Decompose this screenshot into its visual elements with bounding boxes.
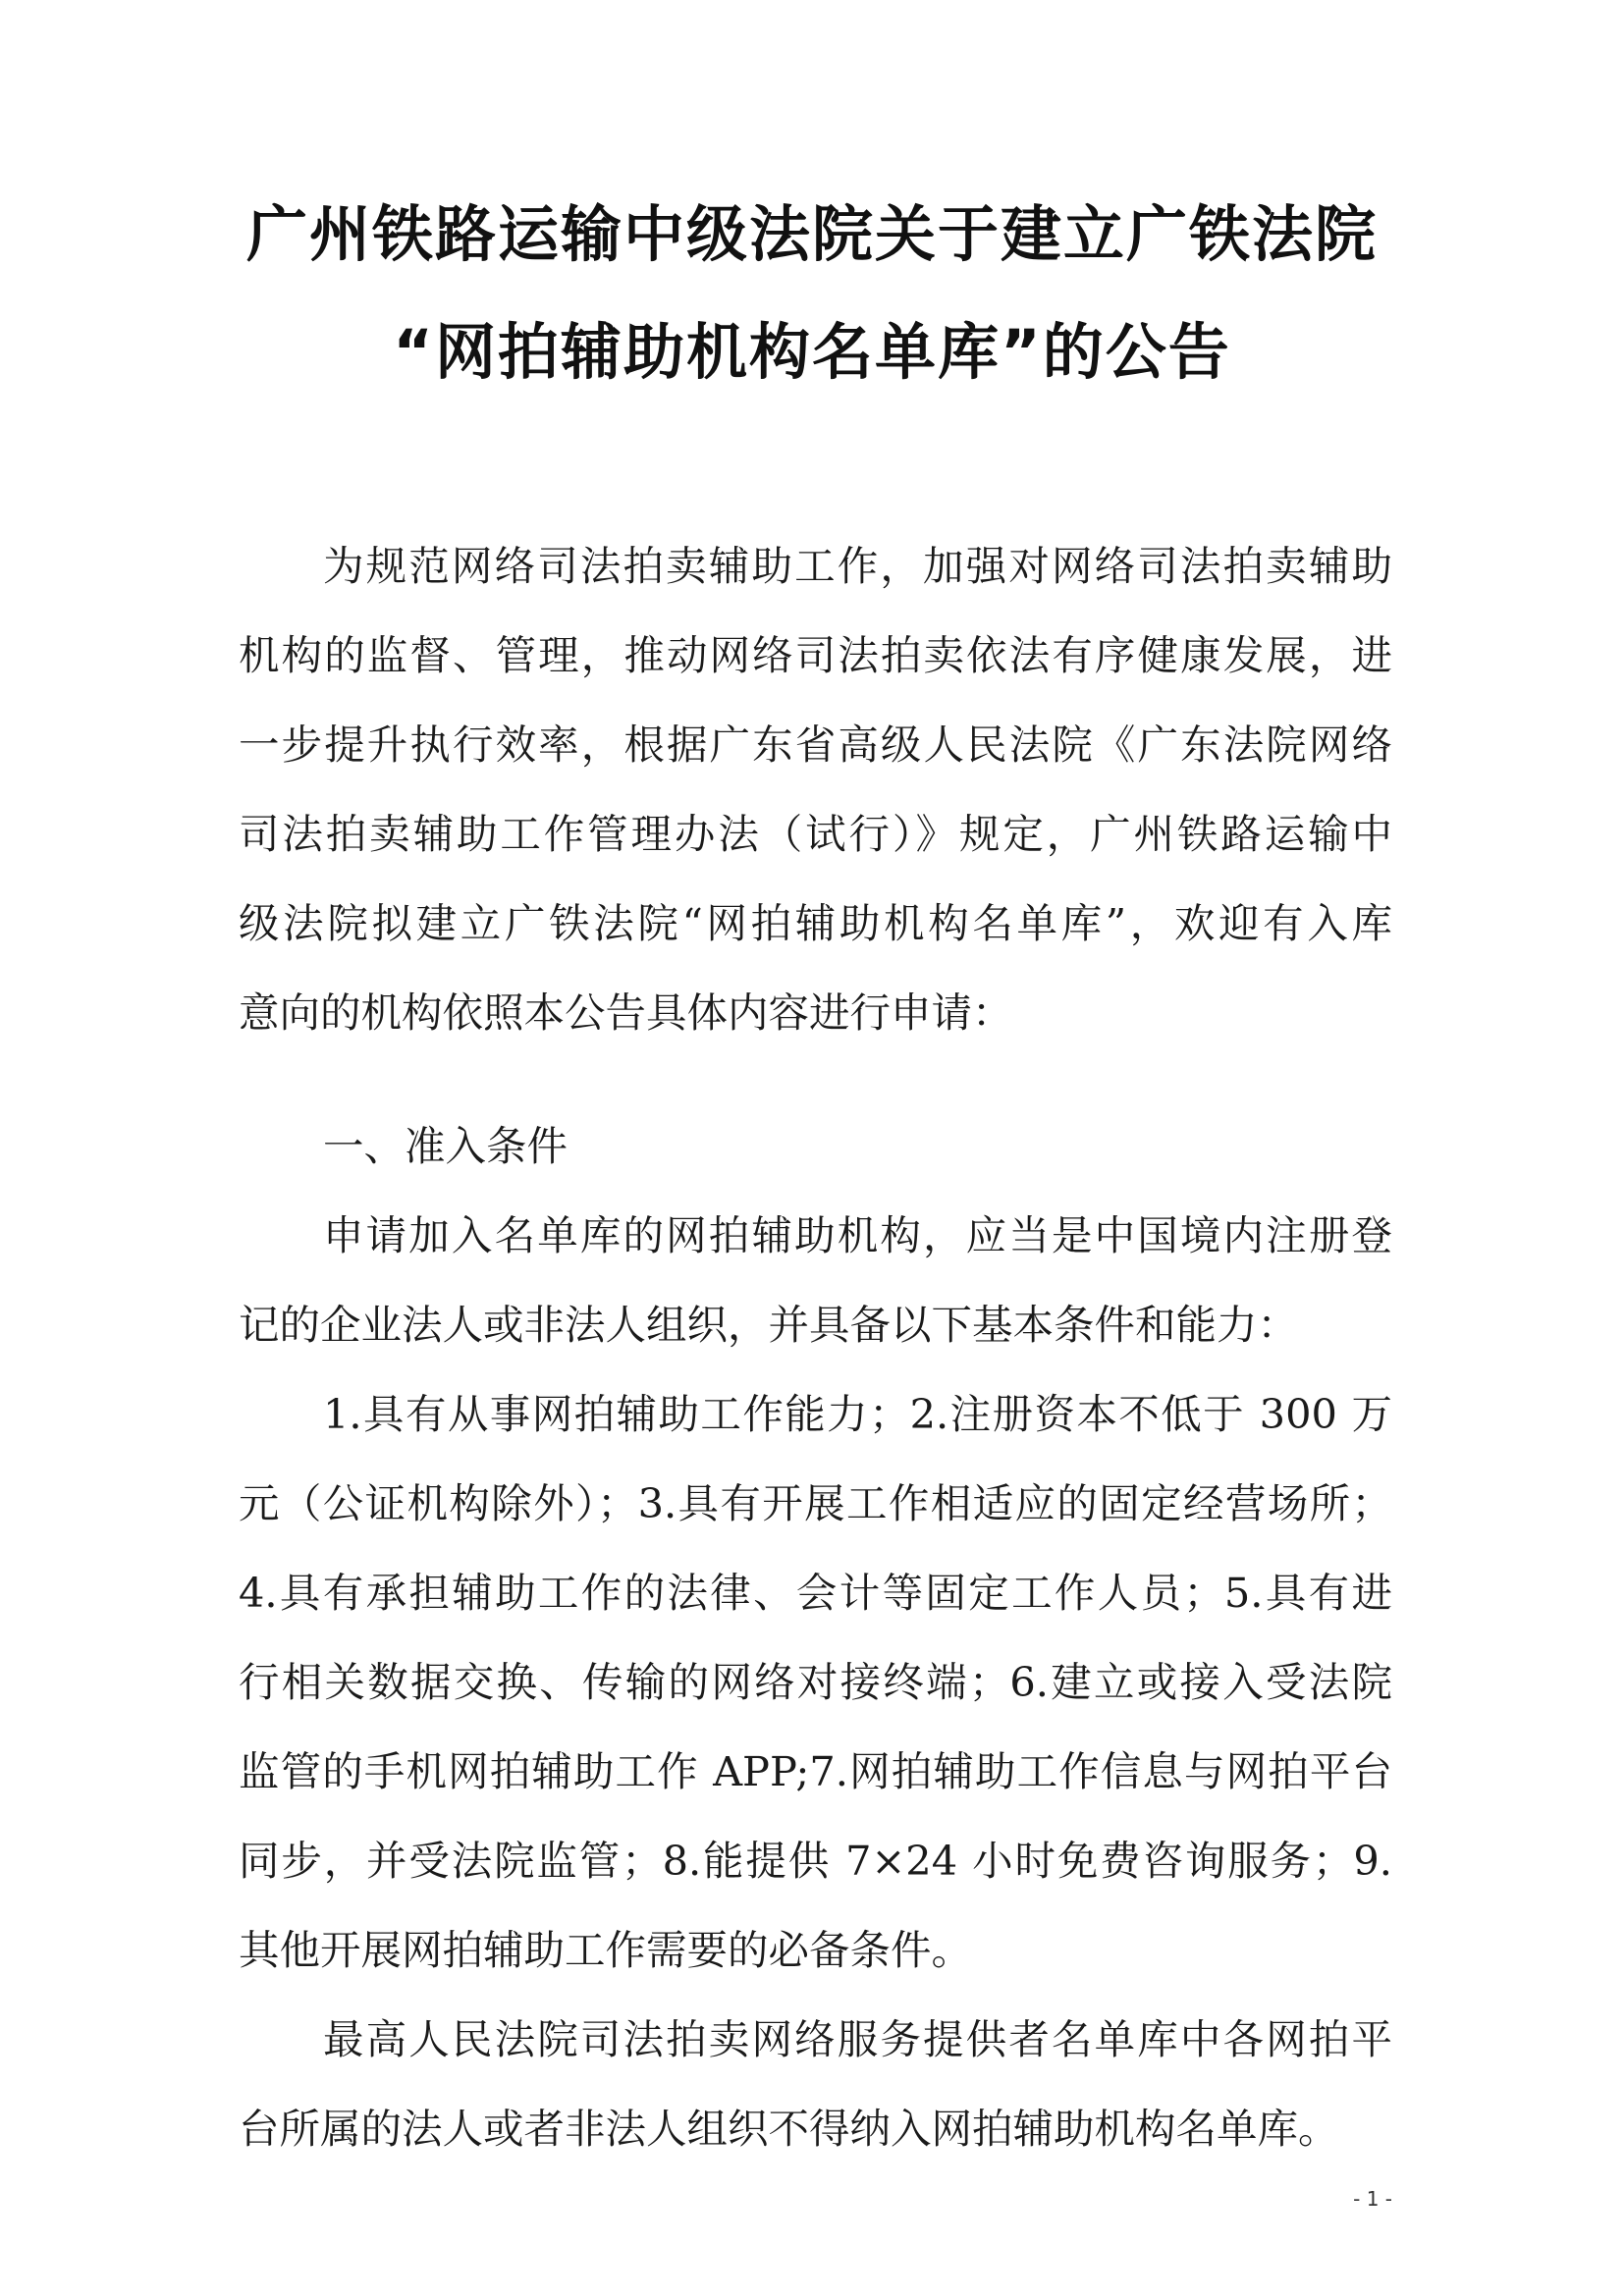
section-1-paragraph-2-line: 行相关数据交换、传输的网络对接终端；6.建立或接入受法院 (239, 1658, 1392, 1706)
section-1-paragraph-1-line: 记的企业法人或非法人组织，并具备以下基本条件和能力： (239, 1301, 1299, 1349)
section-1-paragraph-1-line: 申请加入名单库的网拍辅助机构，应当是中国境内注册登 (323, 1211, 1392, 1259)
document-title-line-1: 广州铁路运输中级法院关于建立广铁法院 (245, 198, 1378, 270)
document-title-line-2: “网拍辅助机构名单库”的公告 (393, 316, 1231, 388)
section-1-heading: 一、准入条件 (323, 1122, 568, 1170)
intro-line: 机构的监督、管理，推动网络司法拍卖依法有序健康发展，进 (239, 631, 1392, 679)
section-1 (239, 1101, 1392, 2173)
section-1-paragraph-2-line: 其他开展网拍辅助工作需要的必备条件。 (239, 1926, 973, 1974)
intro-line: 意向的机构依照本公告具体内容进行申请： (239, 988, 1013, 1037)
section-1-paragraph-2-line: 元（公证机构除外）；3.具有开展工作相适应的固定经营场所； (239, 1479, 1392, 1527)
intro-line: 一步提升执行效率，根据广东省高级人民法院《广东法院网络 (239, 721, 1392, 769)
section-1-paragraph-3-line: 台所属的法人或者非法人组织不得纳入网拍辅助机构名单库。 (239, 2105, 1339, 2153)
section-1-paragraph-2-line: 1.具有从事网拍辅助工作能力；2.注册资本不低于 300 万 (323, 1390, 1392, 1438)
section-1-paragraph-2-line: 同步，并受法院监管；8.能提供 7×24 小时免费咨询服务；9. (239, 1837, 1392, 1885)
section-1-paragraph-2-line: 4.具有承担辅助工作的法律、会计等固定工作人员；5.具有进 (239, 1569, 1392, 1617)
section-1-paragraph-3-line: 最高人民法院司法拍卖网络服务提供者名单库中各网拍平 (323, 2015, 1392, 2063)
intro-line: 级法院拟建立广铁法院“网拍辅助机构名单库”，欢迎有入库 (239, 899, 1392, 947)
section-1-paragraph-2-line: 监管的手机网拍辅助工作 APP;7.网拍辅助工作信息与网拍平台 (239, 1747, 1392, 1795)
intro-line: 司法拍卖辅助工作管理办法（试行）》规定，广州铁路运输中 (239, 810, 1392, 858)
intro-paragraph (239, 521, 1392, 1057)
page-number: - 1 - (1353, 2187, 1392, 2211)
intro-line: 为规范网络司法拍卖辅助工作，加强对网络司法拍卖辅助 (323, 542, 1392, 590)
